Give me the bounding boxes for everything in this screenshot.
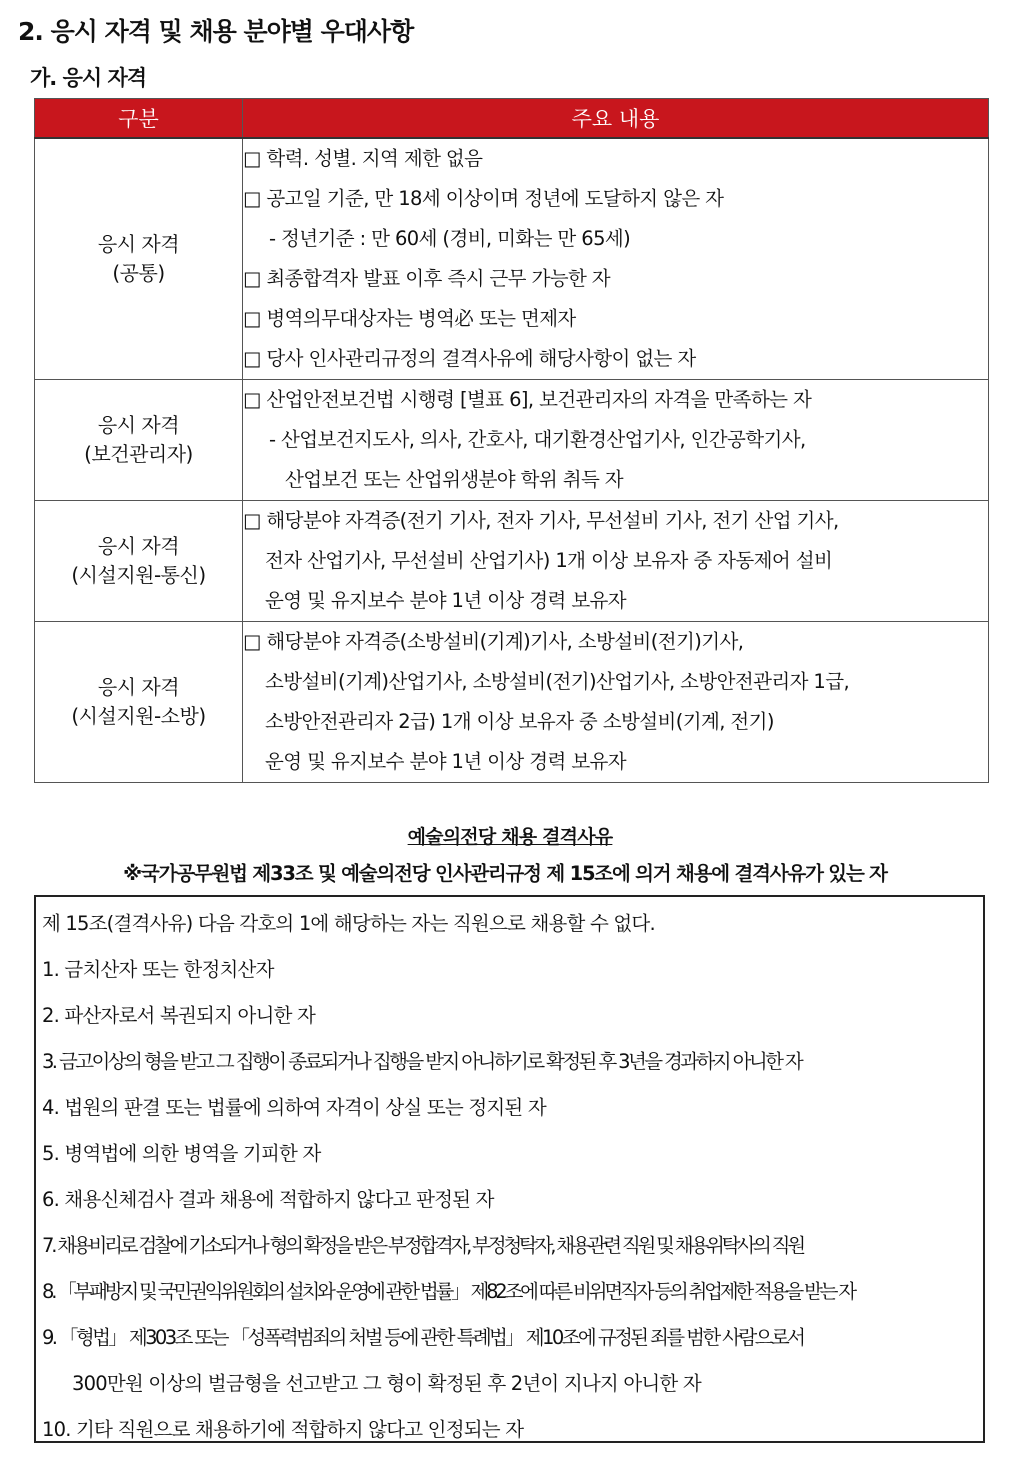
disqualification-title: 예술의전당 채용 결격사유: [407, 826, 613, 848]
disqualification-line: 8. 「부패방지 및 국민권익위원회의 설치와 운영에 관한 법률」 제82조에 따른 비위면직자 등의 취업제한 적용을 받는 자: [42, 1280, 854, 1303]
table-row: [35, 501, 989, 622]
disqualification-line: 7. 채용비리로 검찰에 기소되거나 형의 확정을 받은 부정합격자, 부정청탁자, 채용관련 직원 및 채용위탁사의 직원: [42, 1234, 803, 1257]
content-line: □ 해당분야 자격증(전기 기사, 전자 기사, 무선설비 기사, 전기 산업 기사,: [243, 509, 839, 532]
content-line: 산업보건 또는 산업위생분야 학위 취득 자: [285, 468, 624, 491]
category-cell: [35, 138, 243, 380]
subsection-heading: 가. 응시 자격: [30, 66, 147, 90]
disqualification-line: 5. 병역법에 의한 병역을 기피한 자: [42, 1142, 321, 1165]
table-row: [35, 380, 989, 501]
content-line: □ 최종합격자 발표 이후 즉시 근무 가능한 자: [243, 267, 611, 290]
content-line: - 산업보건지도사, 의사, 간호사, 대기환경산업기사, 인간공학기사,: [269, 428, 806, 451]
disqualification-subtitle: ※국가공무원법 제33조 및 예술의전당 인사관리규정 제 15조에 의거 채용에 결격사유가 있는 자: [123, 862, 887, 885]
qualification-table: [34, 98, 989, 783]
table-row: [35, 138, 989, 380]
disqualification-line: 10. 기타 직원으로 채용하기에 적합하지 않다고 인정되는 자: [42, 1418, 524, 1441]
content-line: □ 병역의무대상자는 병역必 또는 면제자: [243, 307, 576, 330]
category-cell: [35, 501, 243, 622]
disqualification-line: 6. 채용신체검사 결과 채용에 적합하지 않다고 판정된 자: [42, 1188, 494, 1211]
content-line: □ 산업안전보건법 시행령 [별표 6], 보건관리자의 자격을 만족하는 자: [243, 388, 812, 411]
disqualification-line: 제 15조(결격사유) 다음 각호의 1에 해당하는 자는 직원으로 채용할 수 없다.: [42, 912, 655, 935]
disqualification-box: [34, 895, 985, 1443]
category-line: (시설지원-통신): [71, 563, 206, 587]
table-header-row: [35, 99, 989, 139]
header-category: 구분: [35, 99, 243, 139]
content-line: 소방안전관리자 2급) 1개 이상 보유자 중 소방설비(기계, 전기): [265, 710, 774, 733]
content-line: - 정년기준 : 만 60세 (경비, 미화는 만 65세): [269, 227, 631, 250]
disqualification-line: 4. 법원의 판결 또는 법률에 의하여 자격이 상실 또는 정지된 자: [42, 1096, 546, 1119]
disqualification-line: 1. 금치산자 또는 한정치산자: [42, 958, 274, 981]
content-line: 운영 및 유지보수 분야 1년 이상 경력 보유자: [265, 750, 627, 773]
content-line: 전자 산업기사, 무선설비 산업기사) 1개 이상 보유자 중 자동제어 설비: [265, 549, 833, 572]
disqualification-line: 300만원 이상의 벌금형을 선고받고 그 형이 확정된 후 2년이 지나지 아니한 자: [72, 1372, 701, 1395]
category-line: (시설지원-소방): [71, 704, 206, 728]
content-line: 운영 및 유지보수 분야 1년 이상 경력 보유자: [265, 589, 627, 612]
content-line: □ 해당분야 자격증(소방설비(기계)기사, 소방설비(전기)기사,: [243, 630, 744, 653]
category-line: 응시 자격: [97, 232, 180, 256]
category-line: (보건관리자): [84, 442, 193, 466]
content-cell: [243, 138, 989, 380]
category-line: 응시 자격: [97, 675, 180, 699]
content-line: □ 공고일 기준, 만 18세 이상이며 정년에 도달하지 않은 자: [243, 187, 724, 210]
content-cell: [243, 622, 989, 783]
category-line: 응시 자격: [97, 413, 180, 437]
content-line: 소방설비(기계)산업기사, 소방설비(전기)산업기사, 소방안전관리자 1급,: [265, 670, 850, 693]
content-cell: [243, 501, 989, 622]
section-heading: 2. 응시 자격 및 채용 분야별 우대사항: [18, 17, 414, 46]
disqualification-line: 2. 파산자로서 복권되지 아니한 자: [42, 1004, 316, 1027]
content-cell: [243, 380, 989, 501]
category-line: (공통): [112, 261, 165, 285]
category-line: 응시 자격: [97, 534, 180, 558]
disqualification-line: 9. 「형법」 제303조 또는 「성폭력범죄의 처벌 등에 관한 특례법」 제10조에 규정된 죄를 범한 사람으로서: [42, 1326, 804, 1349]
category-cell: [35, 622, 243, 783]
content-line: □ 당사 인사관리규정의 결격사유에 해당사항이 없는 자: [243, 347, 696, 370]
category-cell: [35, 380, 243, 501]
header-content: 주요 내용: [243, 99, 989, 139]
table-row: [35, 622, 989, 783]
content-line: □ 학력. 성별. 지역 제한 없음: [243, 147, 483, 170]
disqualification-line: 3. 금고이상의 형을 받고 그 집행이 종료되거나 집행을 받지 아니하기로 확정된 후 3년을 경과하지 아니한 자: [42, 1050, 802, 1073]
